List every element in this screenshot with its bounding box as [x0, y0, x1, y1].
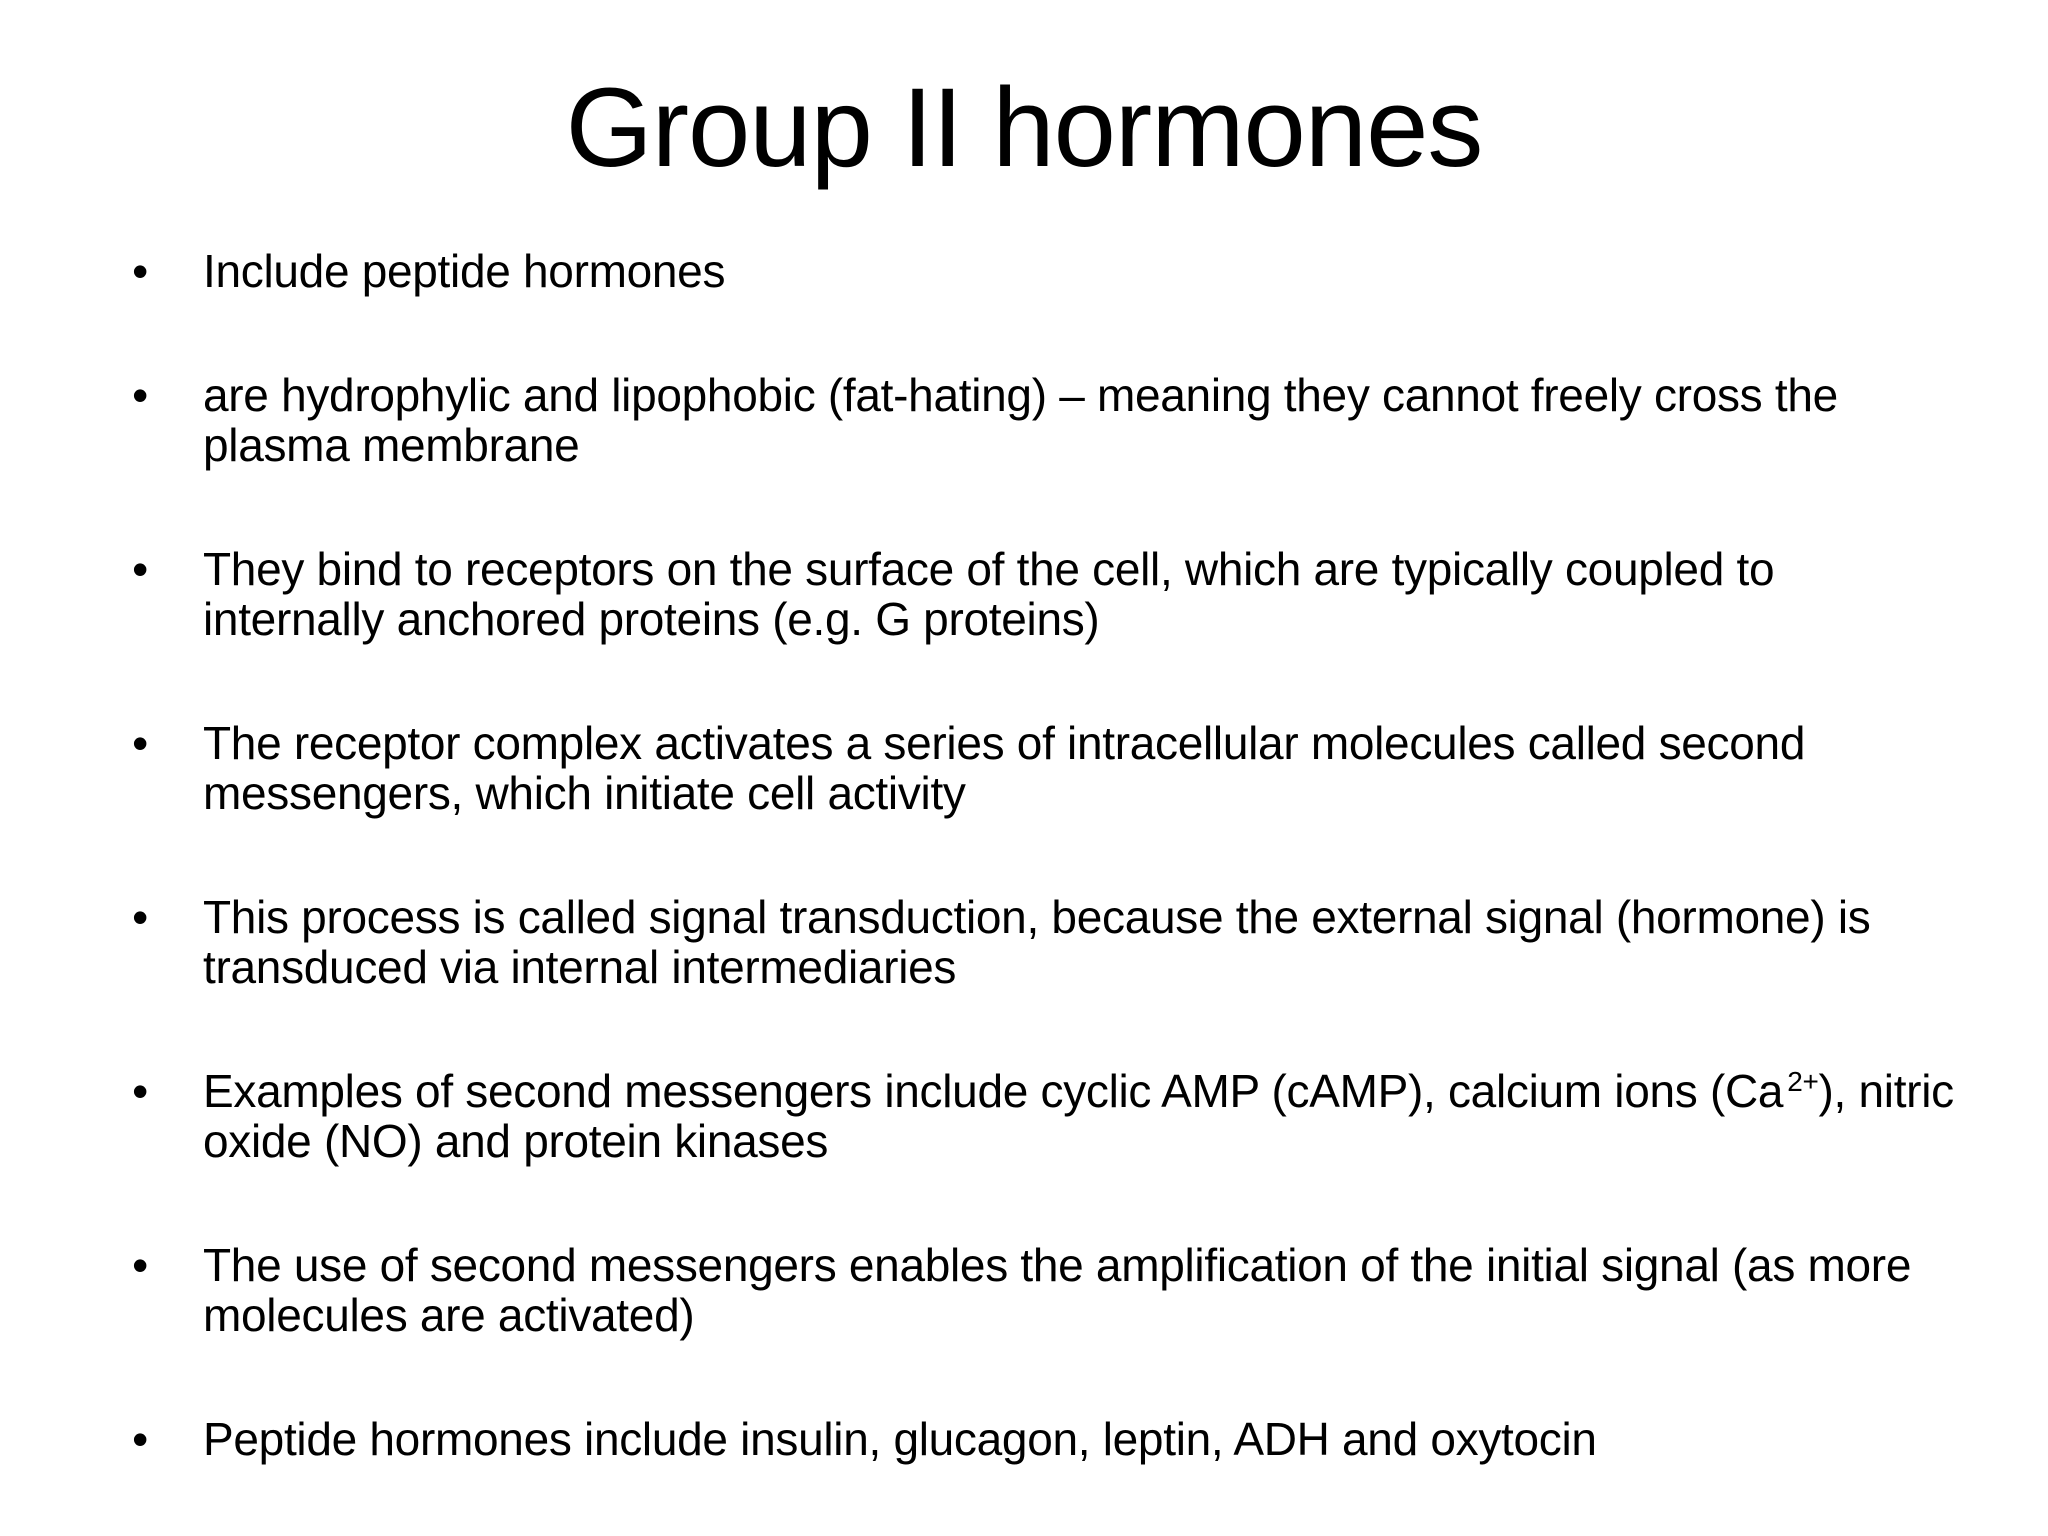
bullet-text: The receptor complex activates a series of intracellular molecules called second messengers, which initiate cell activity	[203, 717, 1806, 819]
bullet-text: They bind to receptors on the surface of the cell, which are typically coupled to internally anchored proteins (e.g. G proteins)	[203, 543, 1775, 645]
bullet-item	[125, 1414, 1955, 1464]
bullet-text: The use of second messengers enables the amplification of the initial signal (as more molecules are activated)	[203, 1239, 1912, 1341]
bullet-item	[125, 1066, 1955, 1166]
bullet-item	[125, 1240, 1955, 1340]
bullet-item	[125, 718, 1955, 818]
bullet-icon: •	[132, 1065, 148, 1117]
slide-title: Group II hormones	[565, 65, 1483, 190]
bullet-item	[125, 246, 1955, 296]
bullet-icon: •	[132, 717, 148, 769]
bullet-icon: •	[132, 543, 148, 595]
bullet-text: Include peptide hormones	[203, 245, 726, 297]
bullet-item	[125, 892, 1955, 992]
bullet-text-after: ), nitric oxide (NO) and protein kinases	[203, 1065, 1954, 1167]
bullet-text: are hydrophylic and lipophobic (fat-hating) – meaning they cannot freely cross the plasma membrane	[203, 369, 1838, 471]
bullet-list	[125, 246, 1955, 1464]
bullet-item	[125, 544, 1955, 644]
bullet-text	[203, 1065, 1954, 1167]
bullet-icon: •	[132, 891, 148, 943]
bullet-text: Peptide hormones include insulin, glucagon, leptin, ADH and oxytocin	[203, 1413, 1597, 1465]
ion-charge-superscript: 2+	[1787, 1066, 1819, 1097]
bullet-item	[125, 370, 1955, 470]
bullet-text: This process is called signal transduction, because the external signal (hormone) is transduced via internal intermediaries	[203, 891, 1871, 993]
bullet-icon: •	[132, 369, 148, 421]
bullet-icon: •	[132, 245, 148, 297]
bullet-icon: •	[132, 1413, 148, 1465]
bullet-icon: •	[132, 1239, 148, 1291]
bullet-text-before: Examples of second messengers include cyclic AMP (cAMP), calcium ions (Ca	[203, 1065, 1784, 1117]
